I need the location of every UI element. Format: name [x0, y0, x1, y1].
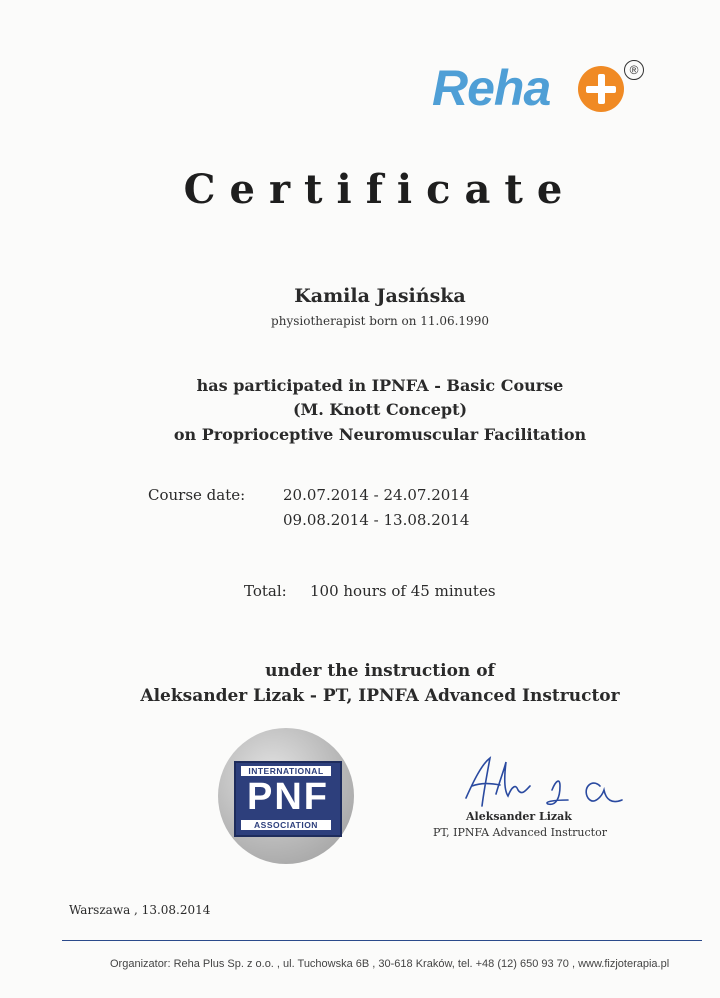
course-date-label: Course date:: [148, 486, 246, 504]
seal-main-text: PNF: [247, 776, 329, 818]
handwritten-signature: [460, 750, 630, 812]
plus-circle-icon: [578, 66, 624, 112]
reha-plus-logo: [432, 58, 652, 122]
course-line-1: has participated in IPNFA - Basic Course: [196, 376, 564, 395]
instruction-line-1: under the instruction of: [265, 661, 495, 681]
course-date-range-2: 09.08.2014 - 13.08.2014: [283, 511, 470, 529]
seal-bottom-text: ASSOCIATION: [241, 820, 331, 830]
pnf-association-seal: [218, 728, 354, 864]
instruction-line-2: Aleksander Lizak - PT, IPNFA Advanced Instructor: [140, 686, 620, 706]
recipient-name: Kamila Jasińska: [294, 285, 466, 307]
registered-mark: ®: [624, 60, 644, 80]
logo-text: Reha: [432, 60, 551, 116]
course-line-2: (M. Knott Concept): [292, 400, 468, 419]
recipient-description: physiotherapist born on 11.06.1990: [271, 314, 489, 328]
signatory-role: PT, IPNFA Advanced Instructor: [433, 826, 607, 839]
place-and-date: Warszawa , 13.08.2014: [69, 903, 211, 917]
seal-badge: [234, 761, 342, 837]
footer-divider: [62, 940, 702, 941]
signatory-name: Aleksander Lizak: [466, 810, 572, 823]
certificate-title: Certificate: [183, 166, 577, 213]
course-line-3: on Proprioceptive Neuromuscular Facilitation: [173, 425, 587, 444]
course-date-range-1: 20.07.2014 - 24.07.2014: [283, 486, 470, 504]
seal-top-text: INTERNATIONAL: [241, 766, 331, 776]
organizer-footer: Organizator: Reha Plus Sp. z o.o. , ul. Tuchowska 6B , 30-618 Kraków, tel. +48 (12) 650 93 70 , www.fizjoterapia.pl: [110, 958, 670, 970]
total-label: Total:: [244, 582, 287, 600]
total-value: 100 hours of 45 minutes: [310, 582, 496, 600]
